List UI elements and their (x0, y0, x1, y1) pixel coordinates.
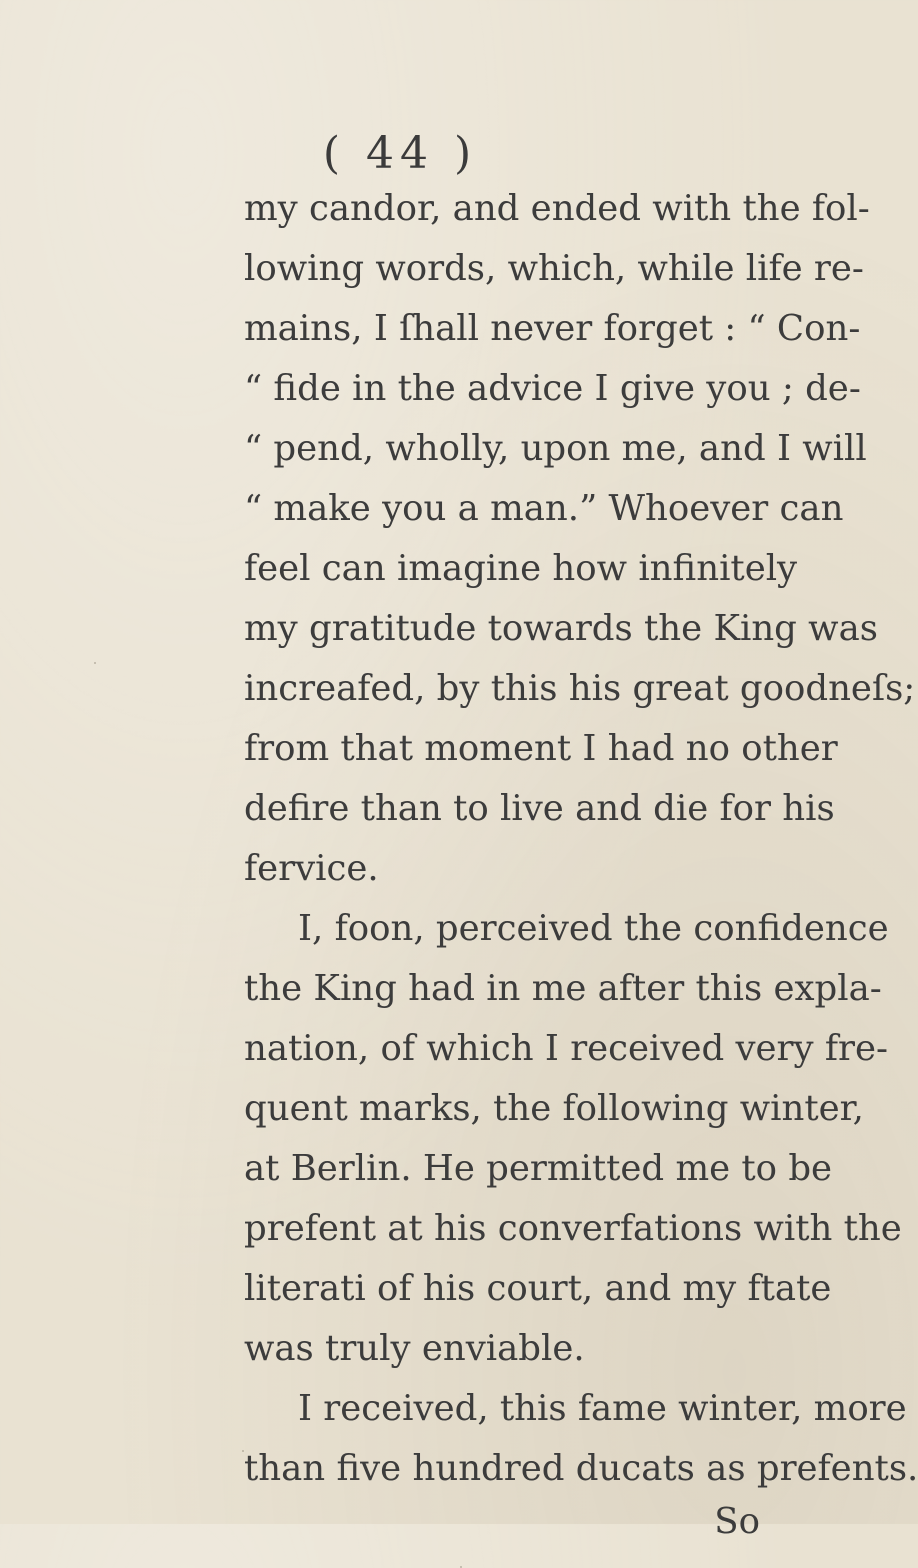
text-line: increafed, by this his great goodneſs; (244, 668, 916, 709)
text-line: literati of his court, and my ftate (244, 1268, 832, 1309)
text-line: at Berlin. He permitted me to be (244, 1148, 833, 1189)
text-line: “ fide in the advice I give you ; de- (244, 368, 861, 409)
text-line: feel can imagine how infinitely (244, 548, 798, 589)
page-number: ( 44 ) (322, 128, 478, 179)
text-line: mains, I ſhall never forget : “ Con- (244, 308, 861, 349)
text-line: was truly enviable. (244, 1328, 585, 1369)
text-line: than five hundred ducats as prefents. (244, 1448, 918, 1489)
text-line: my gratitude towards the King was (244, 608, 878, 649)
paper-speck (242, 1450, 244, 1452)
text-line: “ pend, wholly, upon me, and I will (244, 428, 867, 469)
text-line: I received, this fame winter, more (298, 1388, 907, 1429)
text-line: lowing words, which, while life re- (244, 248, 864, 289)
text-line: from that moment I had no other (244, 728, 838, 769)
text-line: quent marks, the following winter, (244, 1088, 864, 1129)
text-line: fervice. (244, 848, 379, 889)
text-line: “ make you a man.” Whoever can (244, 488, 844, 529)
catchword: So (714, 1501, 760, 1542)
text-line: nation, of which I received very fre- (244, 1028, 888, 1069)
text-line: prefent at his converfations with the (244, 1208, 902, 1249)
paper-speck (94, 662, 96, 664)
text-line: my candor, and ended with the fol- (244, 188, 870, 229)
text-line: the King had in me after this expla- (244, 968, 882, 1009)
text-line: defire than to live and die for his (244, 788, 835, 829)
text-line: I, foon, perceived the confidence (298, 908, 889, 949)
